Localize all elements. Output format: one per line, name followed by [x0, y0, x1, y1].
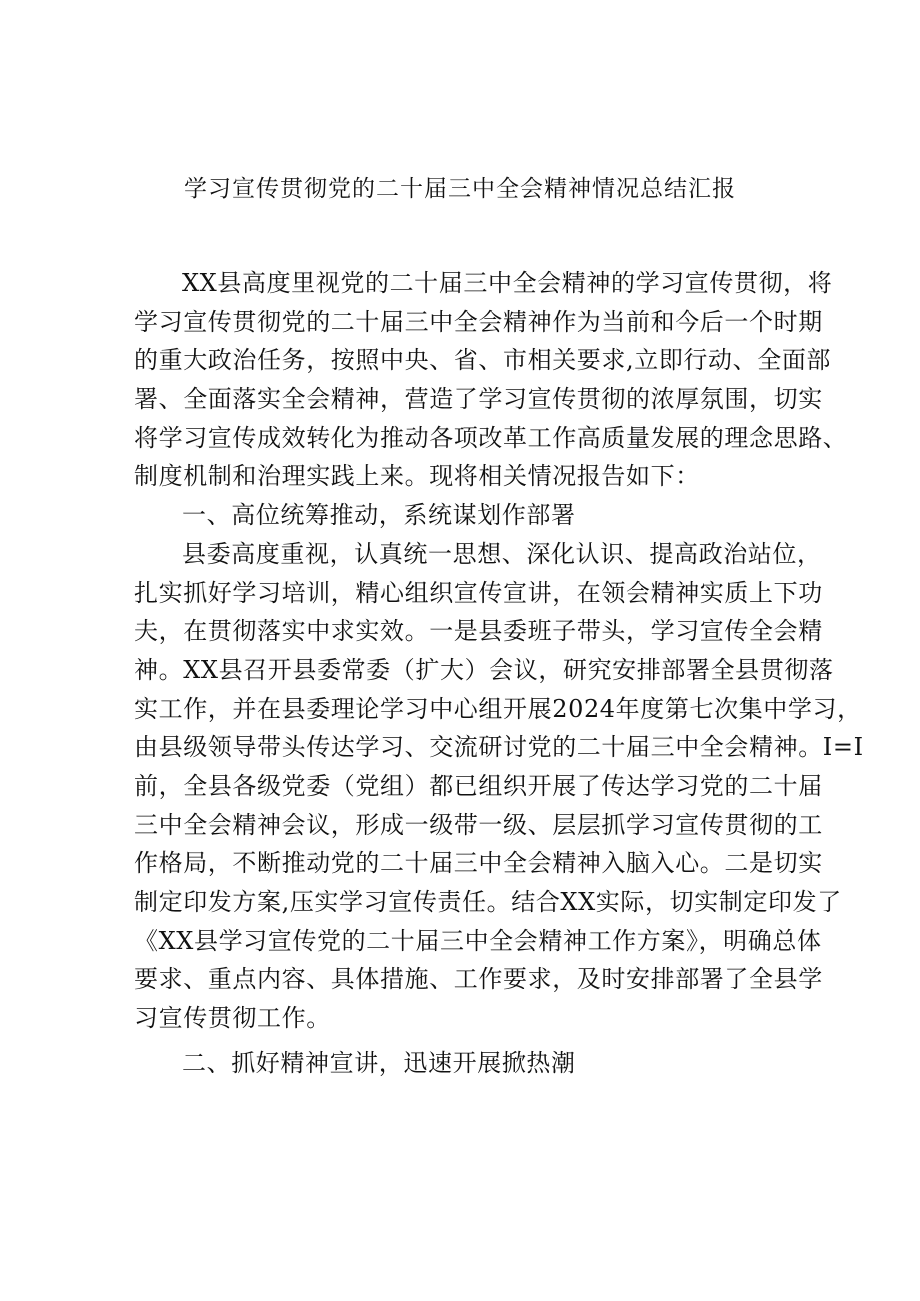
body-line: 三中全会精神会议，形成一级带一级、层层抓学习宣传贯彻的工	[134, 810, 823, 839]
body-line: 署、全面落实全会精神，营造了学习宣传贯彻的浓厚氛围，切实	[134, 385, 823, 414]
body-line: 前，全县各级党委（党组）都已组织开展了传达学习党的二十届	[134, 771, 823, 800]
body-line: 神。XX县召开县委常委（扩大）会议，研究安排部署全县贯彻落	[134, 655, 834, 684]
body-line: 夫，在贯彻落实中求实效。一是县委班子带头，学习宣传全会精	[134, 617, 823, 646]
body-line: 的重大政治任务，按照中央、省、市相关要求,立即行动、全面部	[134, 346, 832, 375]
body-line: XX县高度里视党的二十届三中全会精神的学习宣传贯彻，将	[182, 269, 833, 297]
section-heading: 一、高位统筹推动，系统谋划作部署	[182, 501, 576, 530]
body-line: 《XX县学习宣传党的二十届三中全会精神工作方案》，明确总体	[134, 926, 822, 955]
body-line: 要求、重点内容、具体措施、工作要求，及时安排部署了全县学	[134, 965, 823, 994]
body-line: 制度机制和治理实践上来。现将相关情况报告如下：	[134, 462, 700, 491]
document-body	[134, 264, 864, 1082]
body-line: 作格局，不断推动党的二十届三中全会精神入脑入心。二是切实	[134, 849, 823, 878]
body-line: 由县级领导带头传达学习、交流研讨党的二十届三中全会精神。I=I	[134, 733, 864, 762]
body-line: 习宣传贯彻工作。	[134, 1004, 331, 1033]
body-line: 制定印发方案,压实学习宣传责任。结合XX实际，切实制定印发了	[134, 888, 842, 916]
body-line: 县委高度重视，认真统一思想、深化认识、提高政治站位，	[182, 539, 822, 568]
body-line: 实工作，并在县委理论学习中心组开展2024年度第七次集中学习，	[134, 694, 862, 723]
body-line: 学习宣传贯彻党的二十届三中全会精神作为当前和今后一个时期	[134, 307, 823, 336]
body-line: 将学习宣传成效转化为推动各项改革工作高质量发展的理念思路、	[134, 423, 848, 452]
section-heading: 二、抓好精神宣讲，迅速开展掀热潮	[182, 1048, 576, 1077]
body-line: 扎实抓好学习培训，精心组织宣传宣讲，在领会精神实质上下功	[134, 578, 823, 607]
document-title: 学习宣传贯彻党的二十届三中全会精神情况总结汇报	[184, 176, 736, 202]
